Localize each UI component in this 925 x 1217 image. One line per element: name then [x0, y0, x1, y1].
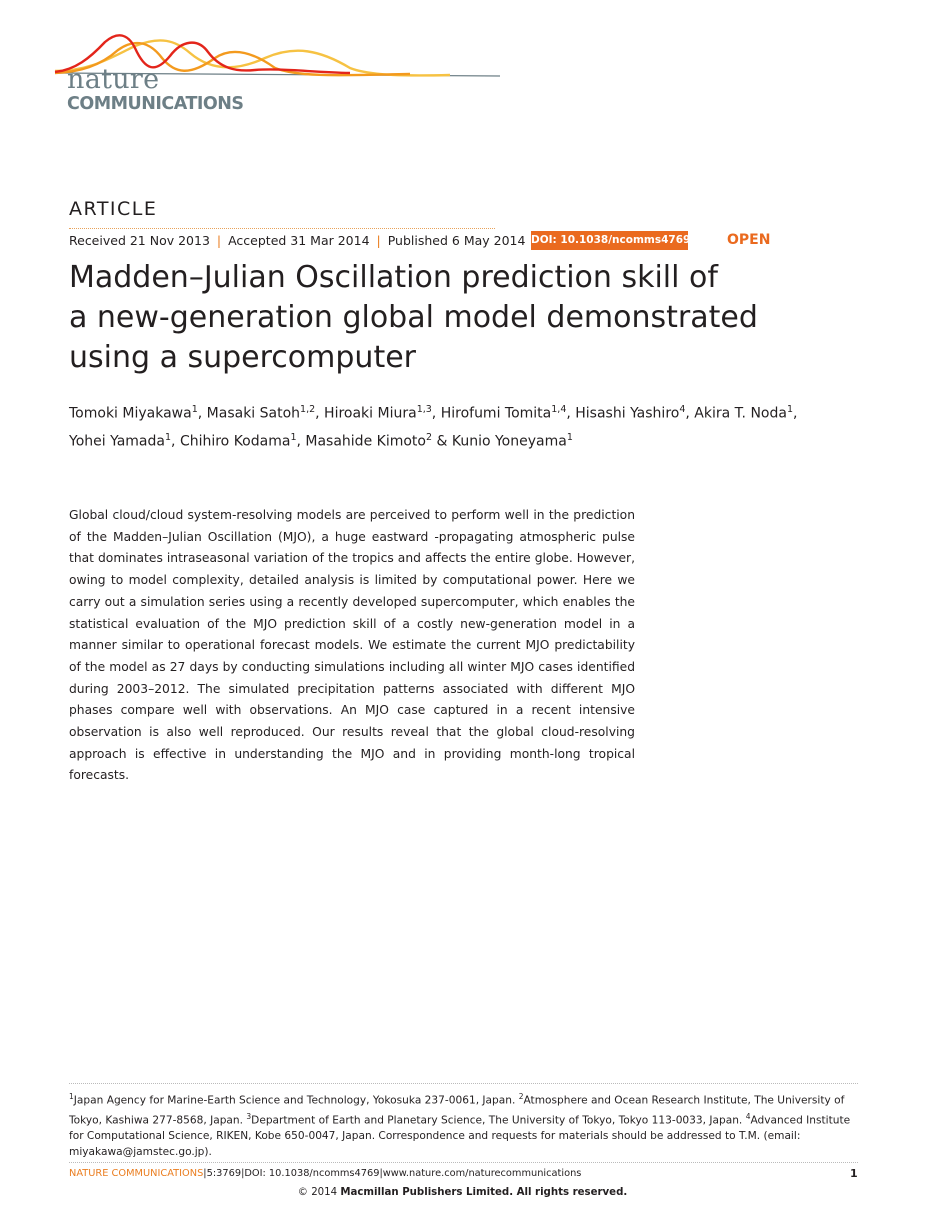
date-separator: | [216, 233, 222, 248]
affiliation-text: Advanced Institute for Computational Science, RIKEN, Kobe 650-0047, Japan. Correspondence and requests for materials should be addressed to T.M. (email: miyakawa@jamstec.go.jp). [69, 1114, 851, 1159]
author-name: Tomoki Miyakawa [69, 405, 192, 422]
open-access-label: OPEN [727, 232, 771, 248]
affiliation-text: Atmosphere and Ocean Research Institute, The University of Tokyo, Kashiwa 277-8568, Japan. [69, 1094, 845, 1127]
author-separator: , [566, 405, 576, 422]
author-name: Hisashi Yashiro [575, 405, 680, 422]
title-line: Madden–Julian Oscillation prediction skill of [69, 260, 718, 295]
author-affiliation: 1 [566, 431, 573, 443]
author-affiliation: 1 [290, 431, 297, 443]
abstract-paragraph: Global cloud/cloud system-resolving models are perceived to perform well in the prediction of the Madden–Julian Oscillation (MJO), a huge eastward -propagating atmospheric pulse that dominates intraseasonal variation of the tropics and affects the entire globe. However, owing to model complexity, detailed analysis is limited by computational power. Here we carry out a simulation series using a recently developed supercomputer, which enables the statistical evaluation of the MJO prediction skill of a costly new-generation model in a manner similar to operational forecast models. We estimate the current MJO predictability of the model as 27 days by conducting simulations including all winter MJO cases identified during 2003–2012. The simulated precipitation patterns associated with different MJO phases compare well with observations. An MJO case captured in a recent intensive observation is also well reproduced. Our results reveal that the global cloud-resolving approach is effective in understanding the MJO and in providing month-long tropical forecasts. [69, 508, 635, 783]
affiliation-number: 3 [246, 1111, 252, 1121]
author-name: Kunio Yoneyama [451, 433, 567, 450]
author-affiliation: 1,2 [300, 404, 316, 415]
author-name: Hirofumi Tomita [440, 405, 552, 422]
accepted-date: Accepted 31 Mar 2014 [228, 233, 370, 248]
author-name: Akira T. Noda [694, 405, 787, 422]
affiliation-divider [69, 1083, 858, 1084]
affiliation-number: 1 [69, 1092, 74, 1101]
article-type-label: ARTICLE [69, 198, 158, 220]
page-footer [69, 1168, 581, 1179]
affiliation-text: Japan Agency for Marine-Earth Science and Technology, Yokosuka 237-0061, Japan. [73, 1094, 516, 1107]
author-affiliation: 1,3 [416, 404, 432, 415]
affiliation-number: 2 [518, 1092, 524, 1101]
author-affiliation: 1 [191, 404, 198, 415]
author-separator: , [315, 405, 325, 422]
author-separator: , [431, 405, 441, 422]
author-separator: & [432, 433, 452, 450]
title-line: a new-generation global model demonstrated [69, 300, 758, 335]
author-line [69, 398, 869, 426]
footer-divider [69, 1162, 858, 1163]
affiliations-block [69, 1089, 861, 1160]
author-affiliation: 4 [679, 404, 686, 415]
author-affiliation: 1 [164, 431, 172, 443]
author-separator: , [197, 405, 207, 422]
publication-dates [69, 233, 525, 248]
author-separator: , [171, 433, 180, 450]
author-list [69, 398, 869, 453]
author-separator: , [685, 405, 695, 422]
title-line: using a supercomputer [69, 340, 416, 375]
author-name: Hiroaki Miura [324, 405, 417, 422]
copyright-notice [0, 1187, 925, 1198]
date-separator: | [376, 233, 381, 248]
doi-badge[interactable]: DOI: 10.1038/ncomms4769 [531, 231, 688, 250]
logo-text-communications: COMMUNICATIONS [67, 94, 244, 114]
author-line [69, 426, 869, 454]
published-date: Published 6 May 2014 [387, 233, 526, 248]
copyright-year: 2014 [311, 1187, 338, 1198]
footer-journal-name: NATURE COMMUNICATIONS [69, 1168, 204, 1179]
author-name: Masaki Satoh [206, 405, 301, 422]
copyright-symbol: © [297, 1187, 308, 1198]
author-separator: , [793, 405, 798, 422]
author-name: Chihiro Kodama [179, 433, 291, 450]
author-name: Masahide Kimoto [305, 433, 426, 450]
author-affiliation: 1,4 [551, 404, 567, 415]
page-number: 1 [850, 1167, 858, 1180]
meta-divider [69, 228, 495, 229]
article-title [69, 258, 849, 378]
author-affiliation: 1 [786, 404, 793, 415]
author-separator: , [296, 433, 306, 450]
journal-logo [50, 28, 500, 118]
affiliation-text: Department of Earth and Planetary Science, The University of Tokyo, Tokyo 113-0033, Japan. [251, 1114, 743, 1127]
logo-text-nature: nature [67, 64, 160, 95]
copyright-holder: Macmillan Publishers Limited. All rights reserved. [340, 1187, 628, 1198]
footer-citation: |5:3769|DOI: 10.1038/ncomms4769|www.nature.com/naturecommunications [203, 1168, 582, 1179]
author-affiliation: 2 [425, 431, 433, 443]
author-name: Yohei Yamada [69, 433, 165, 450]
affiliation-number: 4 [745, 1111, 751, 1121]
received-date: Received 21 Nov 2013 [69, 233, 210, 248]
